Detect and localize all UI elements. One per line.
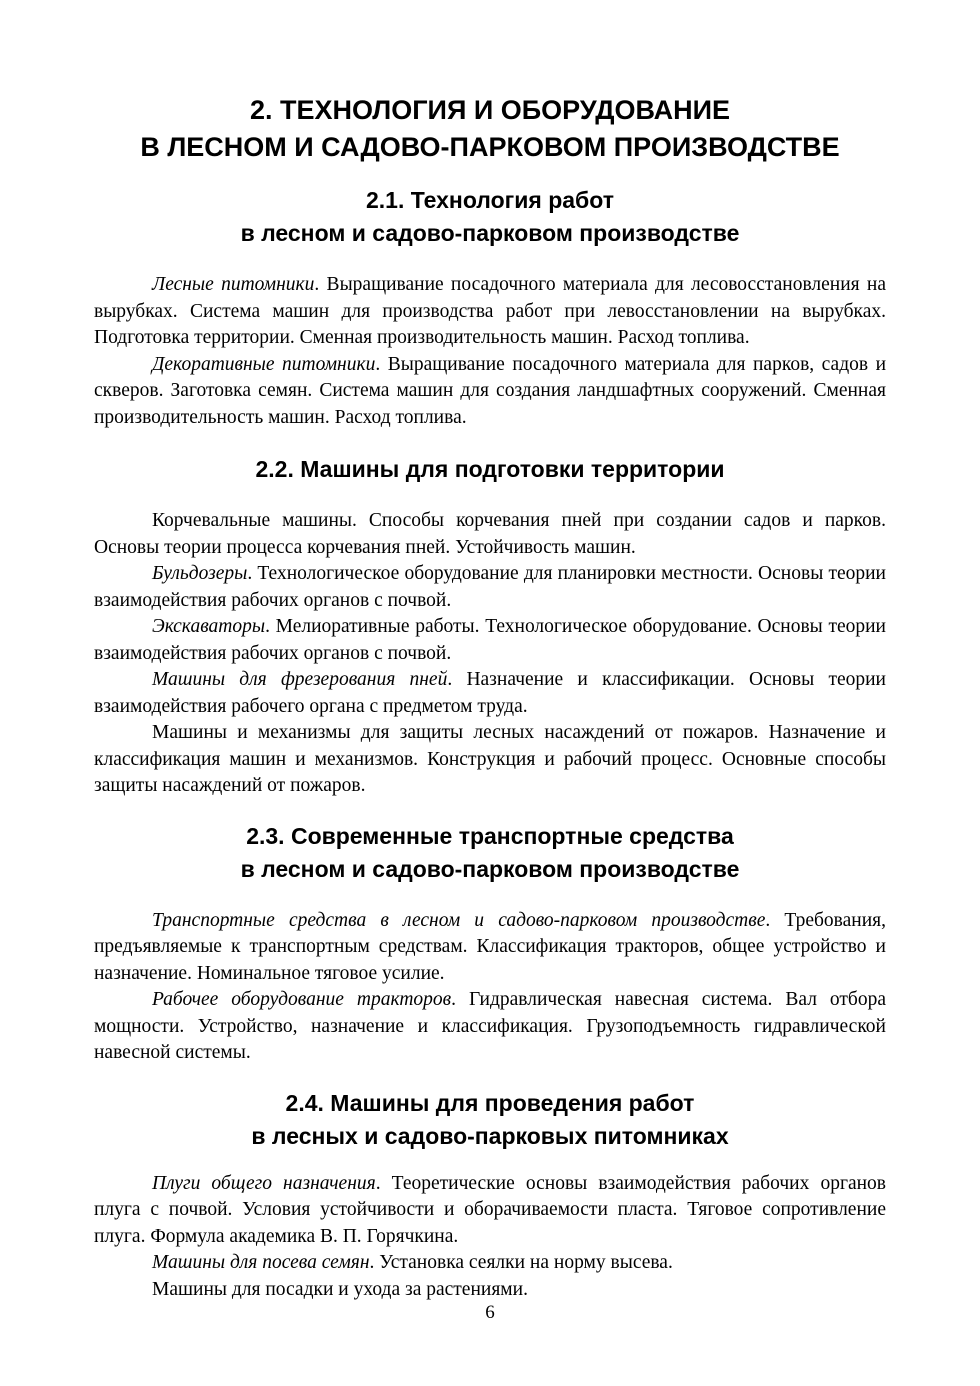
italic-term: Декоративные питомники (152, 353, 376, 375)
paragraph-text: . Технологическое оборудование для планировки местности. Основы теории взаимодействия рабочих органов с почвой. (94, 563, 886, 611)
section-title-line-1: 2.3. Современные транспортные средства (246, 822, 734, 849)
italic-term: Транспортные средства в лесном и садово-парковом производстве (152, 909, 766, 931)
paragraph-text: . Требования, предъявляемые к транспортным средствам. Классификация тракторов, общее устройство и назначение. Номинальное тяговое усилие. (94, 909, 886, 984)
section-title-line-1: 2.2. Машины для подготовки территории (255, 456, 725, 482)
paragraph-text: . Теоретические основы взаимодействия рабочих органов плуга с почвой. Условия устойчивости и оборачиваемости пласта. Тяговое сопротивление плуга. Формула академика В. П. Горячкина. (94, 1172, 886, 1247)
section-title-2-3 (94, 820, 886, 886)
page-number: 6 (485, 1302, 495, 1323)
paragraph (94, 720, 886, 800)
italic-term: Машины для фрезерования пней (152, 669, 448, 690)
italic-term: Машины для посева семян (152, 1252, 370, 1273)
paragraph-text: . Установка сеялки на норму высева. (369, 1252, 673, 1273)
page-content (94, 92, 886, 1303)
italic-term: Бульдозеры (152, 563, 248, 584)
paragraph (94, 1250, 886, 1277)
paragraph (94, 272, 886, 352)
section-title-line-1: 2.4. Машины для проведения работ (285, 1089, 695, 1116)
paragraph-text: . Назначение и классификации. Основы теории взаимодействия рабочего органа с предметом труда. (94, 669, 886, 717)
section-title-2-4 (94, 1087, 886, 1153)
section-title-line-2: в лесном и садово-парковом производстве (240, 220, 740, 246)
paragraph (94, 667, 886, 720)
section-title-2-2 (94, 453, 886, 486)
paragraph (94, 908, 886, 988)
section-title-line-2: в лесных и садово-парковых питомниках (251, 1122, 729, 1149)
paragraph (94, 508, 886, 561)
paragraph-text: Машины для посадки и ухода за растениями. (152, 1278, 528, 1300)
paragraph-text: . Выращивание посадочного материала для парков, садов и скверов. Заготовка семян. Система машин для создания ландшафтных сооружений. Сменная производительность машин. Расход топлива. (94, 353, 887, 428)
italic-term: Рабочее оборудование тракторов (152, 989, 452, 1010)
italic-term: Лесные питомники (152, 274, 315, 295)
paragraph-text: Корчевальные машины. Способы корчевания пней при создании садов и парков. Основы теории процесса корчевания пней. Устойчивость машин. (94, 510, 886, 558)
chapter-title-line-2: В ЛЕСНОМ И САДОВО-ПАРКОВОМ ПРОИЗВОДСТВЕ (140, 132, 840, 162)
paragraph-text: Машины и механизмы для защиты лесных насаждений от пожаров. Назначение и классификация машин и механизмов. Конструкция и рабочий процесс. Основные способы защиты насаждений от пожаров. (94, 722, 886, 796)
section-title-line-2: в лесном и садово-парковом производстве (240, 855, 740, 882)
paragraph-text: . Гидравлическая навесная система. Вал отбора мощности. Устройство, назначение и классификация. Грузоподъемность гидравлической навесной системы. (94, 989, 886, 1063)
section-title-2-1 (94, 184, 886, 250)
paragraph (94, 561, 886, 614)
chapter-title (94, 92, 886, 166)
italic-term: Экскаваторы (152, 616, 266, 637)
paragraph (94, 352, 886, 432)
paragraph (94, 987, 886, 1067)
chapter-title-line-1: 2. ТЕХНОЛОГИЯ И ОБОРУДОВАНИЕ (249, 95, 731, 125)
italic-term: Плуги общего назначения (152, 1172, 376, 1194)
paragraph (94, 1171, 886, 1251)
section-title-line-1: 2.1. Технология работ (366, 187, 614, 213)
paragraph (94, 614, 886, 667)
paragraph-text: . Мелиоративные работы. Технологическое оборудование. Основы теории взаимодействия рабочих органов с почвой. (94, 616, 886, 664)
paragraph (94, 1277, 886, 1304)
paragraph-text: . Выращивание посадочного материала для лесовосстановления на вырубках. Система машин для производства работ при левосстановлении на вырубках. Подготовка территории. Сменная производительность машин. Расход топлива. (94, 274, 886, 348)
